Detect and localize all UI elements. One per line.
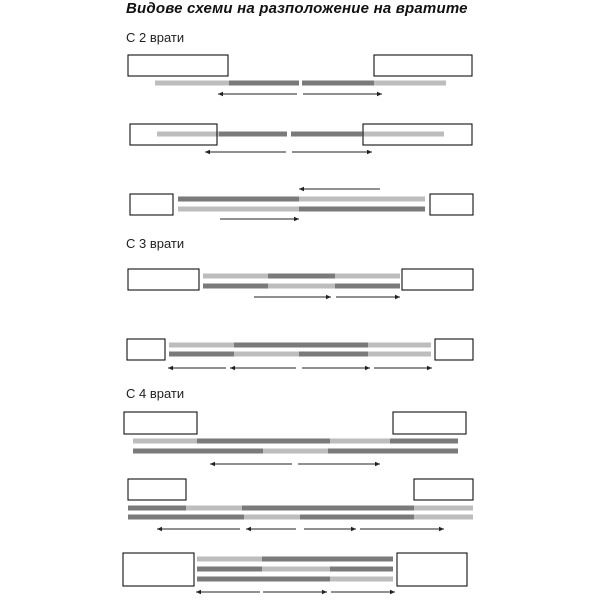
section-heading-2-doors: С 2 врати [126,30,185,45]
scheme-2-doors-c [130,189,473,219]
wall-pocket-right [414,479,473,500]
wall-pocket-left [123,553,194,586]
scheme-2-doors-b [130,124,472,152]
wall-pocket-left [124,412,197,434]
wall-pocket-right [430,194,473,215]
wall-pocket-left [128,55,228,76]
section-heading-4-doors: С 4 врати [126,386,185,401]
scheme-2-doors-a [128,55,472,94]
scheme-4-doors-c [123,553,467,592]
wall-pocket-right [435,339,473,360]
scheme-4-doors-a [124,412,466,464]
wall-pocket-left [128,479,186,500]
wall-pocket-left [130,194,173,215]
section-heading-3-doors: С 3 врати [126,236,185,251]
wall-pocket-right [397,553,467,586]
scheme-3-doors-a [128,269,473,297]
wall-pocket-right [374,55,472,76]
page-title: Видове схеми на разположение на вратите [126,0,468,17]
wall-pocket-left [128,269,199,290]
wall-pocket-right [402,269,473,290]
wall-pocket-left [127,339,165,360]
scheme-3-doors-b [127,339,473,368]
scheme-4-doors-b [128,479,473,529]
wall-pocket-right [393,412,466,434]
